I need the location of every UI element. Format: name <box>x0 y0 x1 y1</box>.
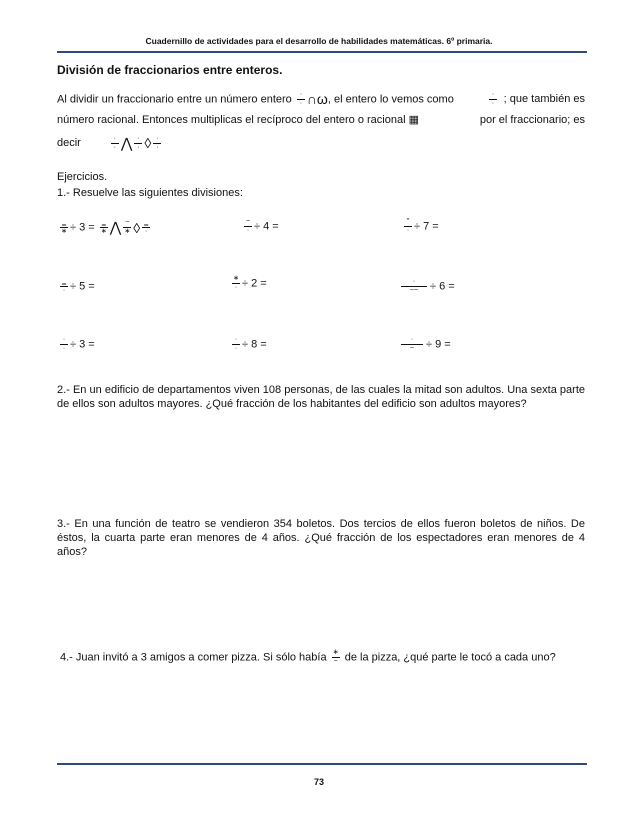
formula-glyph: ⋀ <box>109 219 122 235</box>
division-op: ÷ 3 = <box>70 221 95 234</box>
division-3 <box>402 219 439 234</box>
question-3: 3.- En una función de teatro se vendieron 354 boletos. Dos tercios de ellos fueron boletos de niños. De éstos, la cuarta parte eran menores de 4 años. ¿Qué fracción de los espectadores eran menores de 4 años? <box>57 518 585 558</box>
fraction-symbol: · · <box>111 136 119 151</box>
intro-text-1: Al dividir un fraccionario entre un número entero <box>57 92 292 105</box>
intro-text-3: ; que también es <box>503 93 585 105</box>
formula-glyph: ⋀ <box>120 135 133 151</box>
division-op: ÷ 6 = <box>430 280 455 293</box>
fraction-symbol: ∗ ~ <box>332 649 339 665</box>
formula-glyph: ◊ <box>144 135 152 151</box>
question-4 <box>60 650 588 665</box>
header-rule <box>57 51 587 53</box>
division-2 <box>242 219 279 234</box>
division-8 <box>230 337 267 352</box>
division-op: ÷ 2 = <box>242 277 267 290</box>
division-op: ÷ 4 = <box>254 220 279 233</box>
fraction-symbol: · ~ <box>400 337 424 352</box>
fraction-symbol: ‗ · <box>142 220 150 235</box>
fraction-symbol: · · <box>489 92 497 107</box>
division-op: ÷ 7 = <box>414 220 439 233</box>
exercises-label: Ejercicios. <box>57 171 108 183</box>
intro-text-6: decir <box>57 137 81 149</box>
question-2: 2.- En un edificio de departamentos viven 108 personas, de las cuales la mitad son adultos. Una sexta parte de ellos son adultos mayores. ¿Qué fracción de los habitantes del edificio son adultos mayores? <box>57 384 585 410</box>
intro-text-2: , el entero lo vemos como <box>327 92 454 105</box>
fraction-symbol: · · <box>153 136 161 151</box>
fraction-symbol: ~ ∗ <box>124 219 131 235</box>
division-op: ÷ 3 = <box>70 338 95 351</box>
fraction-symbol: · · <box>60 337 68 352</box>
fraction-symbol: ∗ · <box>233 275 239 291</box>
racional-glyph: ▦ <box>408 114 419 127</box>
division-op: ÷ 8 = <box>242 338 267 351</box>
question-1: 1.- Resuelve las siguientes divisiones: <box>57 187 243 199</box>
division-4 <box>58 279 95 294</box>
page-header: Cuadernillo de actividades para el desarrollo de habilidades matemáticas. 6º primaria. <box>145 36 493 46</box>
intro-paragraph <box>57 89 585 155</box>
page-number: 73 <box>313 777 324 787</box>
fraction-symbol: · · <box>134 136 142 151</box>
fraction-symbol: ″ · <box>404 219 412 234</box>
division-op: ÷ 5 = <box>70 280 95 293</box>
fraction-symbol: ~ · <box>245 218 251 234</box>
footer-rule <box>57 763 587 765</box>
question-4-text-b: de la pizza, ¿qué parte le tocó a cada uno? <box>344 651 556 664</box>
section-title: División de fraccionarios entre enteros. <box>57 63 283 77</box>
division-5 <box>230 276 267 291</box>
intro-text-5: por el fraccionario; es <box>479 114 585 126</box>
division-9 <box>398 337 451 352</box>
fraction-symbol: ‗ ∗ <box>61 219 67 235</box>
fraction-symbol: · · <box>297 92 305 107</box>
formula-glyph: ◊ <box>133 219 141 236</box>
fraction-symbol: · · <box>232 337 240 352</box>
question-4-text-a: 4.- Juan invitó a 3 amigos a comer pizza. Si sólo había <box>60 651 327 664</box>
division-6 <box>398 279 455 294</box>
fraction-symbol: ‗ ∗ <box>100 219 107 235</box>
intro-text-4: número racional. Entonces multiplicas el recíproco del entero o racional <box>57 113 406 126</box>
division-1 <box>58 219 152 236</box>
fraction-symbol: ‗ · <box>60 279 68 294</box>
fraction-symbol: · ~~ <box>400 279 428 294</box>
division-op: ÷ 9 = <box>426 338 451 351</box>
division-7 <box>58 337 95 352</box>
formula-glyph: ∩ω <box>306 91 328 107</box>
